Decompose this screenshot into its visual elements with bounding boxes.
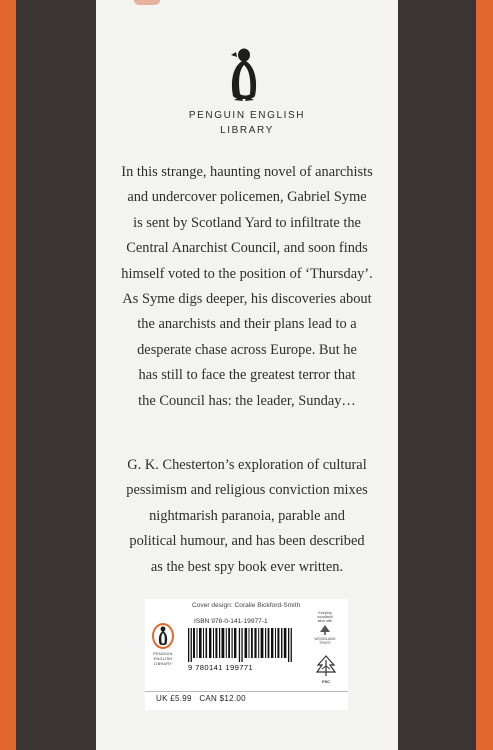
blurb-line: G. K. Chesterton’s exploration of cultural [127, 457, 367, 473]
orange-border-left [0, 0, 16, 750]
price-uk: UK £5.99 [156, 694, 192, 703]
woodland-trust-mark [302, 611, 348, 645]
top-edge-mark [134, 0, 160, 5]
woodland-line: woodland [317, 615, 333, 620]
woodland-line: TRUST [319, 641, 331, 646]
blurb-line: the Council has: the leader, Sunday… [138, 392, 356, 409]
series-imprint [96, 108, 398, 138]
price-can: CAN $12.00 [199, 694, 246, 703]
blurb-line: political humour, and has been described [129, 533, 365, 550]
blurb-line: is sent by Scotland Yard to infiltrate the [133, 214, 361, 231]
blurb-line: As Syme digs deeper, his discoveries about [122, 291, 372, 308]
fsc-label: FSC [322, 679, 330, 684]
woodland-line: WOODLAND [314, 636, 336, 641]
roundel-imprint-line: LIBRARY [153, 662, 173, 666]
cover-credit: Cover design: Coralie Bickford-Smith [192, 602, 301, 609]
blurb-line: nightmarish paranoia, parable and [149, 507, 345, 524]
blurb-line: In this strange, haunting novel of anarchists [121, 164, 373, 180]
barcode [188, 628, 292, 662]
isbn-label: ISBN 978-0-141-19977-1 [194, 618, 268, 625]
woodland-line: Keeping [318, 611, 332, 615]
imprint-line-2: LIBRARY [220, 125, 274, 136]
imprint-line-1: PENGUIN ENGLISH [188, 110, 306, 121]
fsc-tree-icon [314, 655, 338, 677]
woodland-line: alive with [317, 619, 333, 624]
charcoal-band-left [16, 0, 96, 750]
blurb-line: has still to face the greatest terror that [138, 367, 356, 384]
roundel-imprint-line: PENGUIN [153, 652, 173, 656]
blurb-line: himself voted to the position of ‘Thursday’. [121, 265, 373, 282]
blurb-paragraph-2 [98, 453, 396, 580]
blurb-paragraph-1 [98, 160, 396, 414]
blurb-line: and undercover policemen, Gabriel Syme [127, 189, 367, 206]
barcode-digits: 9 780141 199771 [188, 663, 254, 672]
tree-icon [317, 624, 333, 636]
blurb-line: the anarchists and their plans lead to a [137, 316, 357, 333]
orange-border-right [476, 0, 493, 750]
charcoal-band-right [398, 0, 476, 750]
penguin-roundel-icon [151, 622, 175, 650]
blurb-line: pessimism and religious conviction mixes [126, 482, 368, 499]
price-label [156, 694, 246, 703]
blurb-line: Central Anarchist Council, and soon finds [126, 240, 368, 257]
penguin-logo-icon [222, 46, 266, 106]
roundel-imprint-line: ENGLISH [153, 657, 173, 661]
blurb-line: as the best spy book ever written. [150, 558, 344, 575]
blurb-line: desperate chase across Europe. But he [137, 341, 357, 358]
roundel-imprint [147, 652, 179, 667]
